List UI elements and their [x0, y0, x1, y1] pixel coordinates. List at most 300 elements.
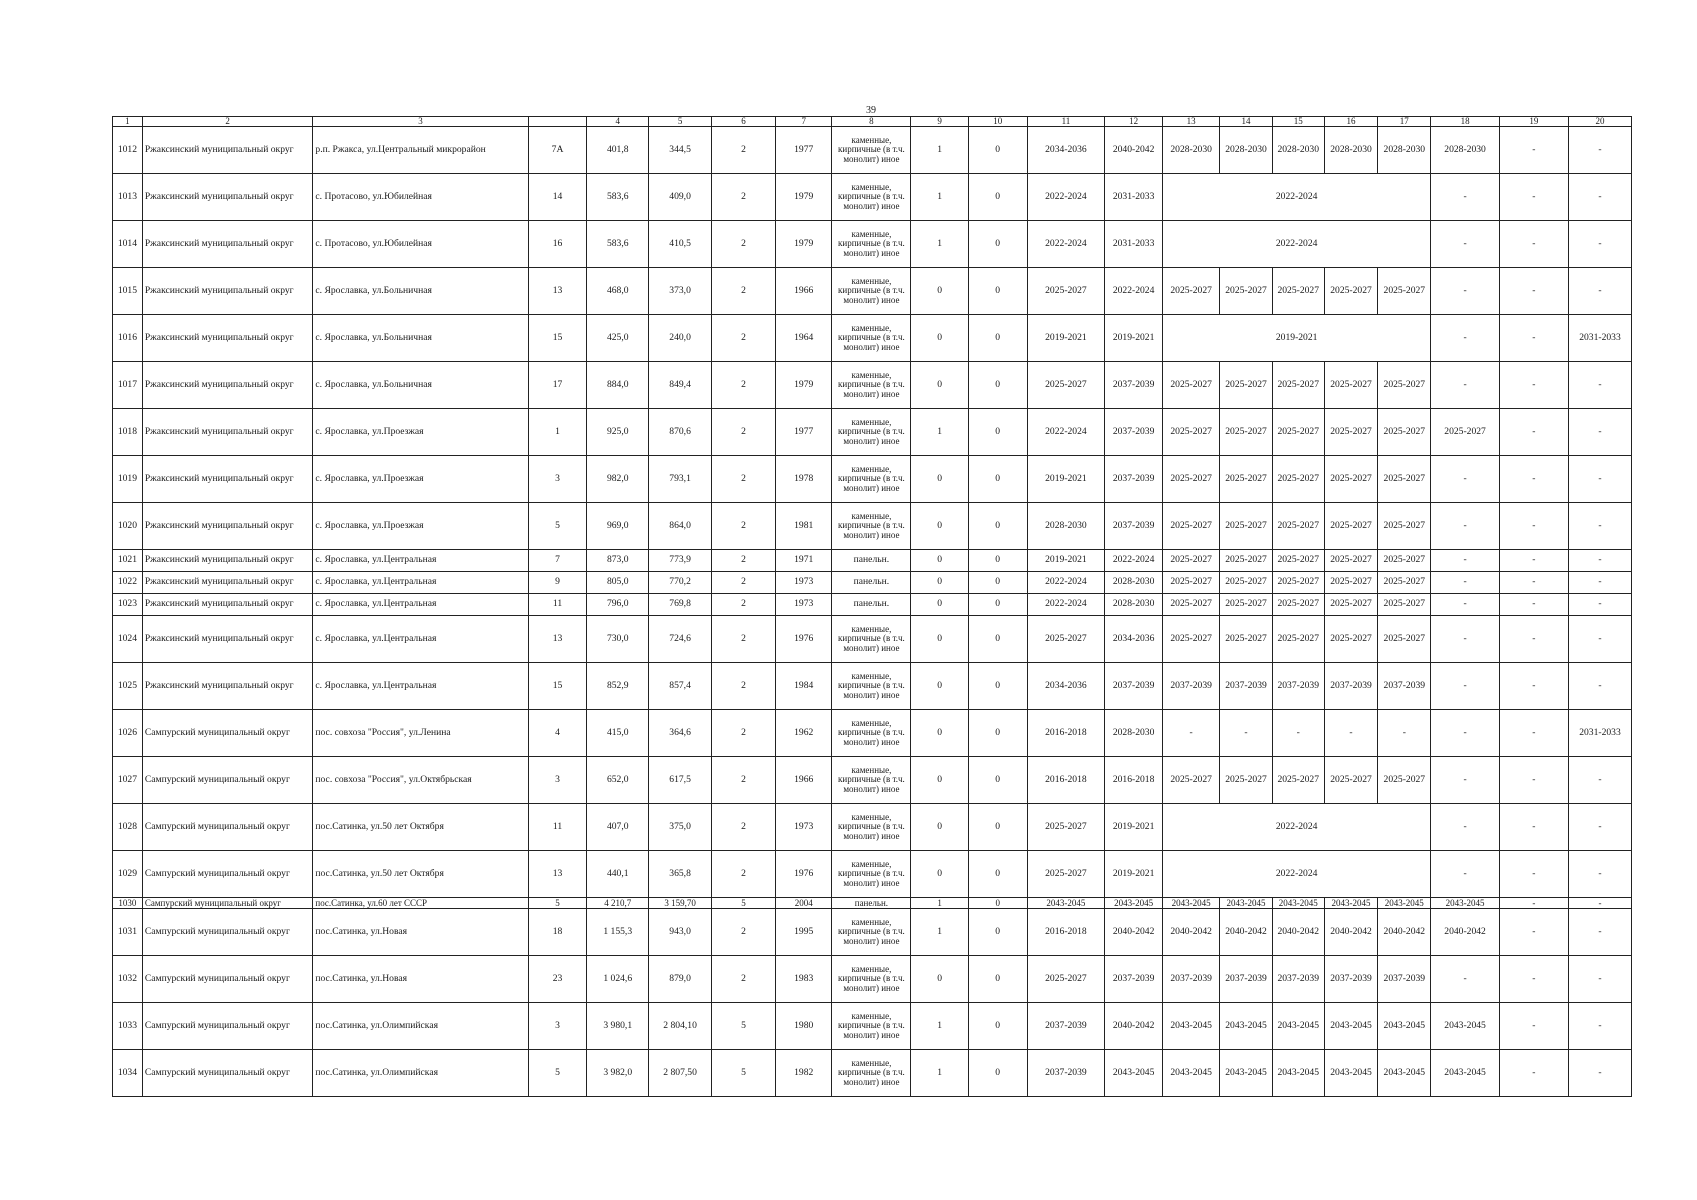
col5-area-cell: 410,5	[649, 221, 712, 268]
col4-area-cell: 407,0	[587, 804, 649, 851]
col18-period-cell: -	[1431, 956, 1499, 1003]
municipality-cell: Сампурский муниципальный округ	[142, 898, 313, 909]
house-number-cell: 13	[528, 616, 587, 663]
col13-period-cell: 2037-2039	[1162, 956, 1220, 1003]
col19-cell: -	[1499, 221, 1568, 268]
col8-material-cell: каменные, кирпичные (в т.ч. монолит) иное	[832, 1003, 911, 1050]
col13-period-cell: 2025-2027	[1162, 572, 1220, 594]
col20-period-cell: 2031-2033	[1568, 315, 1631, 362]
municipality-cell: Сампурский муниципальный округ	[142, 710, 313, 757]
row-number-cell: 1025	[113, 663, 143, 710]
column-number-cell: 14	[1220, 117, 1272, 127]
col4-area-cell: 1 155,3	[587, 909, 649, 956]
table-row	[113, 594, 1632, 616]
address-cell: с. Ярославка, ул.Центральная	[313, 663, 528, 710]
house-number-cell: 5	[528, 1050, 587, 1097]
col4-area-cell: 3 982,0	[587, 1050, 649, 1097]
col15-period-cell: 2025-2027	[1272, 572, 1324, 594]
col16-period-cell: 2025-2027	[1324, 362, 1377, 409]
address-cell: с. Ярославка, ул.Проезжая	[313, 456, 528, 503]
col9-cell: 1	[911, 221, 969, 268]
col18-period-cell: -	[1431, 710, 1499, 757]
col8-material-cell: каменные, кирпичные (в т.ч. монолит) иное	[832, 616, 911, 663]
municipality-cell: Ржаксинский муниципальный округ	[142, 550, 313, 572]
col4-area-cell: 583,6	[587, 221, 649, 268]
col14-period-cell: 2025-2027	[1220, 572, 1272, 594]
col17-period-cell: 2025-2027	[1378, 268, 1431, 315]
col19-cell: -	[1499, 757, 1568, 804]
col14-period-cell: 2025-2027	[1220, 456, 1272, 503]
col11-period-cell: 2016-2018	[1027, 710, 1105, 757]
col20-period-cell: -	[1568, 616, 1631, 663]
column-number-cell: 4	[587, 117, 649, 127]
col14-period-cell: 2028-2030	[1220, 127, 1272, 174]
municipality-cell: Ржаксинский муниципальный округ	[142, 174, 313, 221]
table-row	[113, 503, 1632, 550]
col20-period-cell: -	[1568, 956, 1631, 1003]
col6-floors-cell: 2	[712, 127, 776, 174]
col6-floors-cell: 2	[712, 362, 776, 409]
col18-period-cell: -	[1431, 851, 1499, 898]
row-number-cell: 1023	[113, 594, 143, 616]
col20-period-cell: -	[1568, 804, 1631, 851]
col9-cell: 0	[911, 956, 969, 1003]
col4-area-cell: 982,0	[587, 456, 649, 503]
col20-period-cell: 2031-2033	[1568, 710, 1631, 757]
col5-area-cell: 364,6	[649, 710, 712, 757]
col15-period-cell: 2025-2027	[1272, 503, 1324, 550]
col13-17-merged-period-cell: 2022-2024	[1162, 221, 1431, 268]
col8-material-cell: каменные, кирпичные (в т.ч. монолит) иное	[832, 757, 911, 804]
address-cell: с. Ярославка, ул.Центральная	[313, 594, 528, 616]
col7-year-cell: 1984	[775, 663, 831, 710]
col15-period-cell: 2025-2027	[1272, 550, 1324, 572]
col8-material-cell: каменные, кирпичные (в т.ч. монолит) иное	[832, 127, 911, 174]
col5-area-cell: 870,6	[649, 409, 712, 456]
table-row	[113, 663, 1632, 710]
col7-year-cell: 1964	[775, 315, 831, 362]
col10-cell: 0	[968, 1050, 1027, 1097]
col7-year-cell: 1995	[775, 909, 831, 956]
address-cell: р.п. Ржакса, ул.Центральный микрорайон	[313, 127, 528, 174]
col9-cell: 1	[911, 898, 969, 909]
column-number-cell: 1	[113, 117, 143, 127]
col20-period-cell: -	[1568, 456, 1631, 503]
col9-cell: 1	[911, 174, 969, 221]
row-number-cell: 1017	[113, 362, 143, 409]
col4-area-cell: 440,1	[587, 851, 649, 898]
table-row	[113, 550, 1632, 572]
col11-period-cell: 2025-2027	[1027, 616, 1105, 663]
col13-17-merged-period-cell: 2022-2024	[1162, 174, 1431, 221]
col11-period-cell: 2034-2036	[1027, 127, 1105, 174]
column-number-cell: 5	[649, 117, 712, 127]
col13-period-cell: 2025-2027	[1162, 456, 1220, 503]
col5-area-cell: 864,0	[649, 503, 712, 550]
col19-cell: -	[1499, 362, 1568, 409]
table-row	[113, 757, 1632, 804]
col20-period-cell: -	[1568, 550, 1631, 572]
col4-area-cell: 652,0	[587, 757, 649, 804]
col11-period-cell: 2025-2027	[1027, 268, 1105, 315]
col12-period-cell: 2022-2024	[1105, 268, 1163, 315]
col19-cell: -	[1499, 268, 1568, 315]
col14-period-cell: 2025-2027	[1220, 594, 1272, 616]
col10-cell: 0	[968, 362, 1027, 409]
col7-year-cell: 1981	[775, 503, 831, 550]
col6-floors-cell: 2	[712, 909, 776, 956]
col18-period-cell: 2043-2045	[1431, 1050, 1499, 1097]
col12-period-cell: 2031-2033	[1105, 174, 1163, 221]
col7-year-cell: 1966	[775, 268, 831, 315]
column-number-cell: 17	[1378, 117, 1431, 127]
col5-area-cell: 879,0	[649, 956, 712, 1003]
col11-period-cell: 2019-2021	[1027, 456, 1105, 503]
col17-period-cell: 2025-2027	[1378, 409, 1431, 456]
col6-floors-cell: 2	[712, 616, 776, 663]
row-number-cell: 1027	[113, 757, 143, 804]
col16-period-cell: 2037-2039	[1324, 663, 1377, 710]
address-cell: пос.Сатинка, ул.60 лет СССР	[313, 898, 528, 909]
col4-area-cell: 425,0	[587, 315, 649, 362]
col4-area-cell: 796,0	[587, 594, 649, 616]
col16-period-cell: 2043-2045	[1324, 1050, 1377, 1097]
col18-period-cell: -	[1431, 174, 1499, 221]
column-number-cell	[528, 117, 587, 127]
col12-period-cell: 2037-2039	[1105, 456, 1163, 503]
col19-cell: -	[1499, 503, 1568, 550]
col6-floors-cell: 2	[712, 221, 776, 268]
col15-period-cell: 2043-2045	[1272, 1050, 1324, 1097]
col19-cell: -	[1499, 710, 1568, 757]
col4-area-cell: 873,0	[587, 550, 649, 572]
col11-period-cell: 2019-2021	[1027, 550, 1105, 572]
col18-period-cell: -	[1431, 550, 1499, 572]
col17-period-cell: 2043-2045	[1378, 898, 1431, 909]
col10-cell: 0	[968, 127, 1027, 174]
col6-floors-cell: 2	[712, 594, 776, 616]
col5-area-cell: 857,4	[649, 663, 712, 710]
col20-period-cell: -	[1568, 174, 1631, 221]
house-number-cell: 9	[528, 572, 587, 594]
column-number-cell: 13	[1162, 117, 1220, 127]
col4-area-cell: 3 980,1	[587, 1003, 649, 1050]
col5-area-cell: 2 807,50	[649, 1050, 712, 1097]
col13-period-cell: 2025-2027	[1162, 362, 1220, 409]
col13-period-cell: 2025-2027	[1162, 594, 1220, 616]
col12-period-cell: 2028-2030	[1105, 572, 1163, 594]
col16-period-cell: 2025-2027	[1324, 594, 1377, 616]
column-number-cell: 16	[1324, 117, 1377, 127]
col15-period-cell: 2040-2042	[1272, 909, 1324, 956]
col4-area-cell: 969,0	[587, 503, 649, 550]
col10-cell: 0	[968, 572, 1027, 594]
table-row	[113, 268, 1632, 315]
col7-year-cell: 1982	[775, 1050, 831, 1097]
col12-period-cell: 2031-2033	[1105, 221, 1163, 268]
col5-area-cell: 2 804,10	[649, 1003, 712, 1050]
row-number-cell: 1015	[113, 268, 143, 315]
col10-cell: 0	[968, 1003, 1027, 1050]
col15-period-cell: 2037-2039	[1272, 663, 1324, 710]
row-number-cell: 1013	[113, 174, 143, 221]
house-number-cell: 1	[528, 409, 587, 456]
house-number-cell: 15	[528, 315, 587, 362]
col6-floors-cell: 2	[712, 456, 776, 503]
col9-cell: 0	[911, 710, 969, 757]
address-cell: с. Ярославка, ул.Больничная	[313, 315, 528, 362]
col20-period-cell: -	[1568, 503, 1631, 550]
col10-cell: 0	[968, 594, 1027, 616]
house-number-cell: 5	[528, 898, 587, 909]
col16-period-cell: 2043-2045	[1324, 1003, 1377, 1050]
col8-material-cell: каменные, кирпичные (в т.ч. монолит) иное	[832, 174, 911, 221]
house-number-cell: 23	[528, 956, 587, 1003]
col13-period-cell: -	[1162, 710, 1220, 757]
column-number-cell: 20	[1568, 117, 1631, 127]
col9-cell: 1	[911, 1003, 969, 1050]
col11-period-cell: 2016-2018	[1027, 757, 1105, 804]
col8-material-cell: каменные, кирпичные (в т.ч. монолит) иное	[832, 362, 911, 409]
col16-period-cell: 2043-2045	[1324, 898, 1377, 909]
col14-period-cell: 2025-2027	[1220, 409, 1272, 456]
col5-area-cell: 409,0	[649, 174, 712, 221]
column-number-cell: 12	[1105, 117, 1163, 127]
col5-area-cell: 770,2	[649, 572, 712, 594]
col14-period-cell: 2025-2027	[1220, 362, 1272, 409]
municipality-cell: Ржаксинский муниципальный округ	[142, 663, 313, 710]
col15-period-cell: 2043-2045	[1272, 898, 1324, 909]
col8-material-cell: панельн.	[832, 550, 911, 572]
col17-period-cell: 2043-2045	[1378, 1003, 1431, 1050]
col7-year-cell: 1980	[775, 1003, 831, 1050]
col6-floors-cell: 2	[712, 315, 776, 362]
house-number-cell: 18	[528, 909, 587, 956]
col7-year-cell: 1973	[775, 572, 831, 594]
col9-cell: 1	[911, 409, 969, 456]
col17-period-cell: 2025-2027	[1378, 456, 1431, 503]
col11-period-cell: 2028-2030	[1027, 503, 1105, 550]
col13-17-merged-period-cell: 2022-2024	[1162, 851, 1431, 898]
col14-period-cell: 2025-2027	[1220, 757, 1272, 804]
col14-period-cell: 2043-2045	[1220, 1050, 1272, 1097]
col8-material-cell: каменные, кирпичные (в т.ч. монолит) иное	[832, 1050, 911, 1097]
column-number-cell: 10	[968, 117, 1027, 127]
col5-area-cell: 724,6	[649, 616, 712, 663]
col19-cell: -	[1499, 550, 1568, 572]
col13-period-cell: 2043-2045	[1162, 898, 1220, 909]
col20-period-cell: -	[1568, 594, 1631, 616]
col20-period-cell: -	[1568, 898, 1631, 909]
table-row	[113, 956, 1632, 1003]
col18-period-cell: -	[1431, 616, 1499, 663]
table-row	[113, 456, 1632, 503]
col6-floors-cell: 2	[712, 409, 776, 456]
table-row	[113, 851, 1632, 898]
table-row	[113, 572, 1632, 594]
municipality-cell: Ржаксинский муниципальный округ	[142, 362, 313, 409]
col12-period-cell: 2028-2030	[1105, 710, 1163, 757]
col17-period-cell: 2025-2027	[1378, 757, 1431, 804]
col6-floors-cell: 2	[712, 851, 776, 898]
municipality-cell: Сампурский муниципальный округ	[142, 804, 313, 851]
col4-area-cell: 730,0	[587, 616, 649, 663]
col19-cell: -	[1499, 409, 1568, 456]
col19-cell: -	[1499, 174, 1568, 221]
col19-cell: -	[1499, 616, 1568, 663]
address-cell: с. Ярославка, ул.Центральная	[313, 550, 528, 572]
col13-period-cell: 2025-2027	[1162, 409, 1220, 456]
col17-period-cell: 2025-2027	[1378, 503, 1431, 550]
col8-material-cell: каменные, кирпичные (в т.ч. монолит) иное	[832, 663, 911, 710]
address-cell: с. Ярославка, ул.Больничная	[313, 362, 528, 409]
col10-cell: 0	[968, 851, 1027, 898]
col16-period-cell: 2025-2027	[1324, 550, 1377, 572]
col14-period-cell: 2043-2045	[1220, 898, 1272, 909]
col5-area-cell: 849,4	[649, 362, 712, 409]
col18-period-cell: -	[1431, 663, 1499, 710]
col12-period-cell: 2019-2021	[1105, 315, 1163, 362]
house-number-cell: 3	[528, 456, 587, 503]
col5-area-cell: 773,9	[649, 550, 712, 572]
row-number-cell: 1031	[113, 909, 143, 956]
col12-period-cell: 2037-2039	[1105, 503, 1163, 550]
col20-period-cell: -	[1568, 851, 1631, 898]
col10-cell: 0	[968, 268, 1027, 315]
col16-period-cell: -	[1324, 710, 1377, 757]
table-row	[113, 1003, 1632, 1050]
col9-cell: 0	[911, 315, 969, 362]
col16-period-cell: 2025-2027	[1324, 572, 1377, 594]
col12-period-cell: 2037-2039	[1105, 956, 1163, 1003]
column-number-cell: 7	[775, 117, 831, 127]
col7-year-cell: 1977	[775, 409, 831, 456]
col11-period-cell: 2025-2027	[1027, 851, 1105, 898]
col19-cell: -	[1499, 956, 1568, 1003]
col7-year-cell: 1976	[775, 616, 831, 663]
col8-material-cell: каменные, кирпичные (в т.ч. монолит) иное	[832, 315, 911, 362]
table-row	[113, 1050, 1632, 1097]
col16-period-cell: 2025-2027	[1324, 456, 1377, 503]
col13-period-cell: 2025-2027	[1162, 268, 1220, 315]
col8-material-cell: каменные, кирпичные (в т.ч. монолит) иное	[832, 456, 911, 503]
col8-material-cell: каменные, кирпичные (в т.ч. монолит) иное	[832, 851, 911, 898]
col5-area-cell: 617,5	[649, 757, 712, 804]
col18-period-cell: -	[1431, 362, 1499, 409]
house-number-cell: 11	[528, 804, 587, 851]
col18-period-cell: -	[1431, 503, 1499, 550]
col20-period-cell: -	[1568, 409, 1631, 456]
col14-period-cell: 2037-2039	[1220, 663, 1272, 710]
col10-cell: 0	[968, 315, 1027, 362]
col18-period-cell: -	[1431, 804, 1499, 851]
col16-period-cell: 2028-2030	[1324, 127, 1377, 174]
col17-period-cell: 2025-2027	[1378, 594, 1431, 616]
col17-period-cell: 2037-2039	[1378, 956, 1431, 1003]
col9-cell: 1	[911, 909, 969, 956]
col17-period-cell: 2025-2027	[1378, 550, 1431, 572]
col9-cell: 0	[911, 362, 969, 409]
col17-period-cell: 2040-2042	[1378, 909, 1431, 956]
col11-period-cell: 2025-2027	[1027, 956, 1105, 1003]
row-number-cell: 1020	[113, 503, 143, 550]
col15-period-cell: 2025-2027	[1272, 616, 1324, 663]
col4-area-cell: 925,0	[587, 409, 649, 456]
house-number-cell: 7	[528, 550, 587, 572]
col7-year-cell: 1973	[775, 804, 831, 851]
col12-period-cell: 2040-2042	[1105, 127, 1163, 174]
municipality-cell: Сампурский муниципальный округ	[142, 909, 313, 956]
col4-area-cell: 583,6	[587, 174, 649, 221]
col15-period-cell: 2025-2027	[1272, 757, 1324, 804]
address-cell: с. Ярославка, ул.Проезжая	[313, 503, 528, 550]
col8-material-cell: панельн.	[832, 572, 911, 594]
col8-material-cell: каменные, кирпичные (в т.ч. монолит) иное	[832, 804, 911, 851]
municipality-cell: Ржаксинский муниципальный округ	[142, 572, 313, 594]
col14-period-cell: 2025-2027	[1220, 550, 1272, 572]
col11-period-cell: 2022-2024	[1027, 409, 1105, 456]
col8-material-cell: каменные, кирпичные (в т.ч. монолит) иное	[832, 221, 911, 268]
col12-period-cell: 2037-2039	[1105, 409, 1163, 456]
table-row	[113, 174, 1632, 221]
col13-17-merged-period-cell: 2022-2024	[1162, 804, 1431, 851]
col18-period-cell: -	[1431, 757, 1499, 804]
col16-period-cell: 2037-2039	[1324, 956, 1377, 1003]
row-number-cell: 1029	[113, 851, 143, 898]
col17-period-cell: 2037-2039	[1378, 663, 1431, 710]
house-number-cell: 7А	[528, 127, 587, 174]
col7-year-cell: 1978	[775, 456, 831, 503]
col19-cell: -	[1499, 594, 1568, 616]
col10-cell: 0	[968, 956, 1027, 1003]
col9-cell: 0	[911, 757, 969, 804]
col8-material-cell: каменные, кирпичные (в т.ч. монолит) иное	[832, 503, 911, 550]
col14-period-cell: 2025-2027	[1220, 268, 1272, 315]
address-cell: с. Протасово, ул.Юбилейная	[313, 221, 528, 268]
municipality-cell: Ржаксинский муниципальный округ	[142, 616, 313, 663]
col14-period-cell: 2043-2045	[1220, 1003, 1272, 1050]
col6-floors-cell: 2	[712, 174, 776, 221]
col19-cell: -	[1499, 909, 1568, 956]
col5-area-cell: 365,8	[649, 851, 712, 898]
col6-floors-cell: 2	[712, 550, 776, 572]
col9-cell: 0	[911, 616, 969, 663]
address-cell: с. Протасово, ул.Юбилейная	[313, 174, 528, 221]
col11-period-cell: 2025-2027	[1027, 804, 1105, 851]
col20-period-cell: -	[1568, 268, 1631, 315]
address-cell: с. Ярославка, ул.Проезжая	[313, 409, 528, 456]
col4-area-cell: 468,0	[587, 268, 649, 315]
house-number-cell: 14	[528, 174, 587, 221]
col11-period-cell: 2037-2039	[1027, 1050, 1105, 1097]
row-number-cell: 1014	[113, 221, 143, 268]
col10-cell: 0	[968, 909, 1027, 956]
col17-period-cell: -	[1378, 710, 1431, 757]
municipality-cell: Сампурский муниципальный округ	[142, 757, 313, 804]
municipality-cell: Ржаксинский муниципальный округ	[142, 127, 313, 174]
table-row	[113, 409, 1632, 456]
col19-cell: -	[1499, 851, 1568, 898]
house-number-cell: 16	[528, 221, 587, 268]
col19-cell: -	[1499, 456, 1568, 503]
col9-cell: 0	[911, 851, 969, 898]
col11-period-cell: 2043-2045	[1027, 898, 1105, 909]
col7-year-cell: 1979	[775, 362, 831, 409]
col6-floors-cell: 2	[712, 804, 776, 851]
col20-period-cell: -	[1568, 221, 1631, 268]
col18-period-cell: 2028-2030	[1431, 127, 1499, 174]
col17-period-cell: 2043-2045	[1378, 1050, 1431, 1097]
